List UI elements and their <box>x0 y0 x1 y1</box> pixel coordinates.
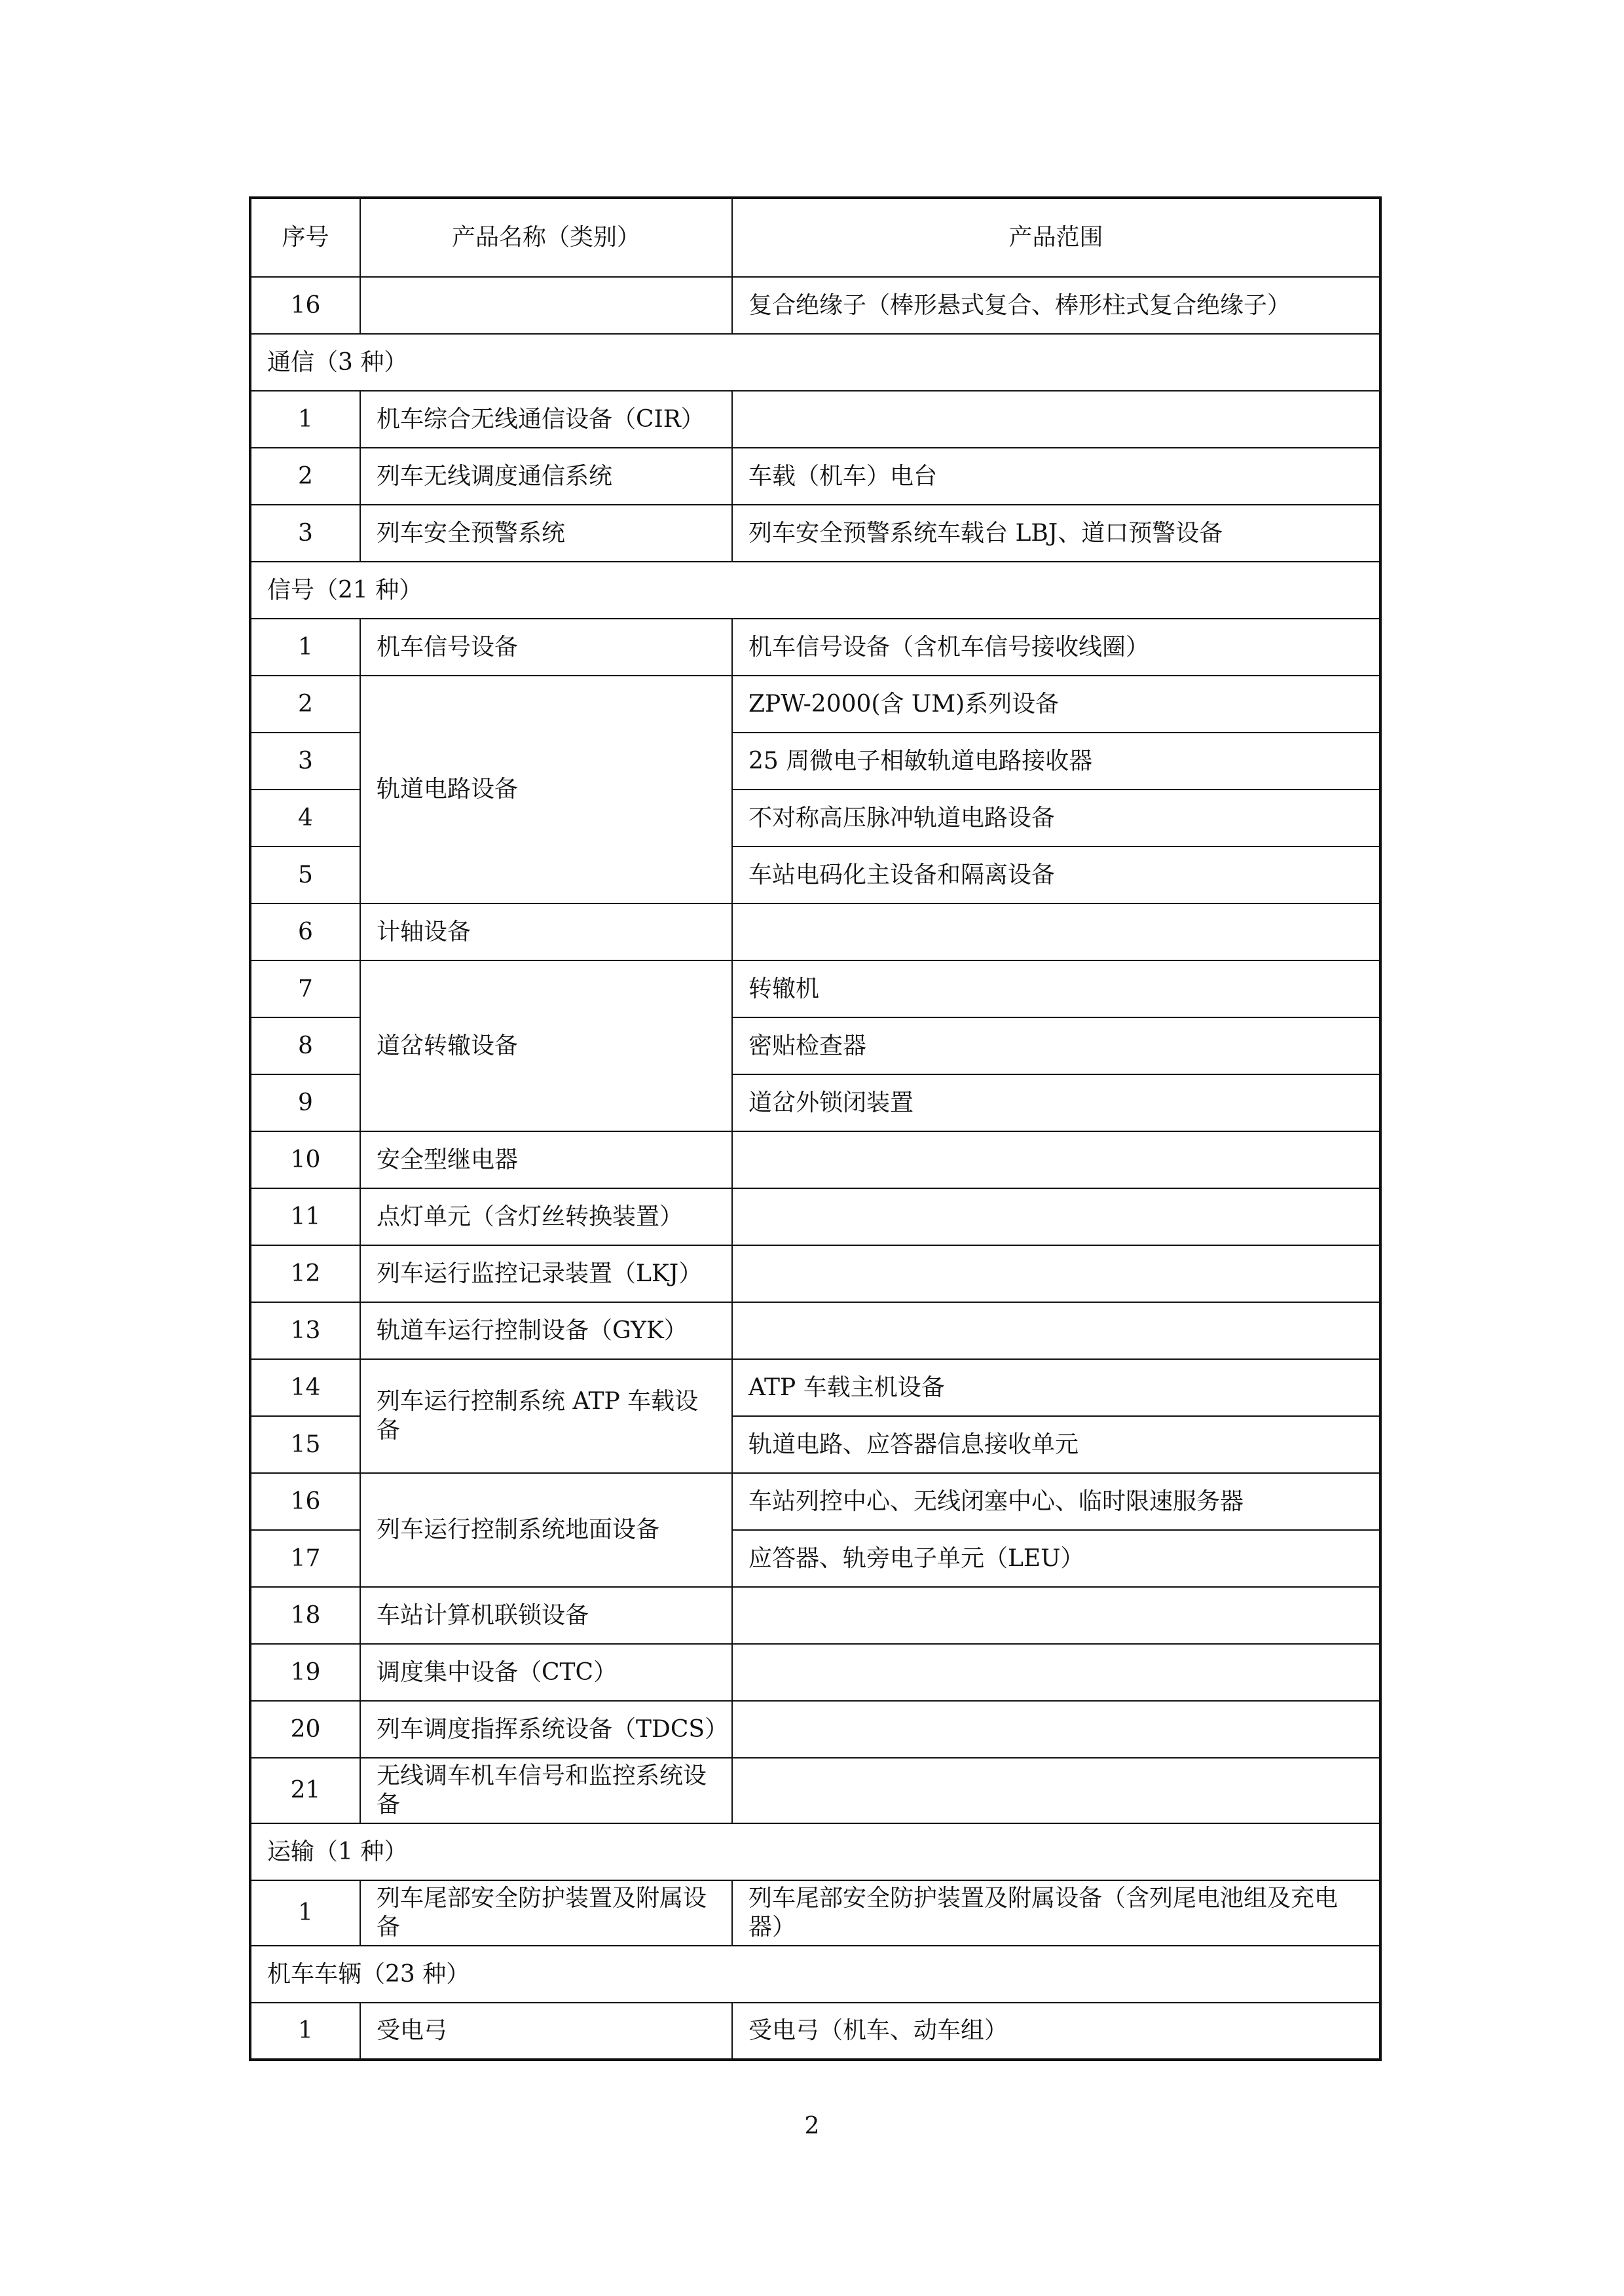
row-product-name: 安全型继电器 <box>360 1131 732 1188</box>
table-row <box>250 505 1380 562</box>
row-number: 16 <box>250 277 360 334</box>
table-row <box>250 1245 1380 1302</box>
table-row <box>250 1880 1380 1946</box>
table-row <box>250 277 1380 334</box>
row-product-scope: 不对称高压脉冲轨道电路设备 <box>732 790 1380 847</box>
row-number: 1 <box>250 2003 360 2060</box>
row-product-scope: 车站电码化主设备和隔离设备 <box>732 847 1380 903</box>
row-product-name: 列车安全预警系统 <box>360 505 732 562</box>
row-product-scope: 轨道电路、应答器信息接收单元 <box>732 1416 1380 1473</box>
row-number: 2 <box>250 448 360 505</box>
row-product-scope <box>732 1587 1380 1644</box>
row-number: 12 <box>250 1245 360 1302</box>
row-number: 18 <box>250 1587 360 1644</box>
row-number: 4 <box>250 790 360 847</box>
row-product-scope <box>732 1302 1380 1359</box>
row-number: 5 <box>250 847 360 903</box>
row-product-scope: 车载（机车）电台 <box>732 448 1380 505</box>
row-number: 1 <box>250 619 360 676</box>
header-serial-number: 序号 <box>250 198 360 277</box>
row-product-scope: 车站列控中心、无线闭塞中心、临时限速服务器 <box>732 1473 1380 1530</box>
row-product-name: 无线调车机车信号和监控系统设备 <box>360 1758 732 1823</box>
row-number: 16 <box>250 1473 360 1530</box>
row-product-name: 计轴设备 <box>360 903 732 960</box>
table-row <box>250 391 1380 448</box>
row-number: 7 <box>250 960 360 1017</box>
table-row <box>250 448 1380 505</box>
page-number: 2 <box>804 2113 820 2140</box>
table-row <box>250 619 1380 676</box>
row-product-name: 轨道电路设备 <box>360 676 732 903</box>
table-row <box>250 1644 1380 1701</box>
row-number: 8 <box>250 1017 360 1074</box>
row-product-name: 列车运行控制系统 ATP 车载设备 <box>360 1359 732 1473</box>
row-product-name: 受电弓 <box>360 2003 732 2060</box>
table-row <box>250 903 1380 960</box>
row-number: 13 <box>250 1302 360 1359</box>
row-number: 9 <box>250 1074 360 1131</box>
section-header-rolling-stock <box>250 1946 1380 2003</box>
table-row <box>250 1758 1380 1823</box>
header-product-name: 产品名称（类别） <box>360 198 732 277</box>
table-row <box>250 1473 1380 1530</box>
table-row <box>250 1359 1380 1416</box>
row-product-scope <box>732 1131 1380 1188</box>
row-product-scope: ZPW-2000(含 UM)系列设备 <box>732 676 1380 733</box>
row-product-scope: 受电弓（机车、动车组） <box>732 2003 1380 2060</box>
row-product-scope <box>732 1188 1380 1245</box>
row-number: 1 <box>250 1880 360 1946</box>
header-product-scope: 产品范围 <box>732 198 1380 277</box>
row-product-name: 列车无线调度通信系统 <box>360 448 732 505</box>
row-number: 3 <box>250 733 360 790</box>
row-product-name: 道岔转辙设备 <box>360 960 732 1131</box>
row-product-name: 列车运行监控记录装置（LKJ） <box>360 1245 732 1302</box>
row-product-name: 列车调度指挥系统设备（TDCS） <box>360 1701 732 1758</box>
section-header-transport <box>250 1823 1380 1880</box>
row-number: 10 <box>250 1131 360 1188</box>
row-number: 21 <box>250 1758 360 1823</box>
row-product-scope: ATP 车载主机设备 <box>732 1359 1380 1416</box>
table-row <box>250 1587 1380 1644</box>
row-product-scope <box>732 391 1380 448</box>
table-row <box>250 1188 1380 1245</box>
table-row <box>250 960 1380 1017</box>
row-number: 1 <box>250 391 360 448</box>
row-number: 2 <box>250 676 360 733</box>
row-product-scope: 应答器、轨旁电子单元（LEU） <box>732 1530 1380 1587</box>
row-product-scope: 列车尾部安全防护装置及附属设备（含列尾电池组及充电器） <box>732 1880 1380 1946</box>
row-product-scope <box>732 903 1380 960</box>
row-number: 11 <box>250 1188 360 1245</box>
row-product-scope: 密贴检查器 <box>732 1017 1380 1074</box>
row-product-scope: 转辙机 <box>732 960 1380 1017</box>
row-product-name: 轨道车运行控制设备（GYK） <box>360 1302 732 1359</box>
row-number: 15 <box>250 1416 360 1473</box>
table-row <box>250 1701 1380 1758</box>
row-product-name: 点灯单元（含灯丝转换装置） <box>360 1188 732 1245</box>
table-row <box>250 1302 1380 1359</box>
row-product-scope <box>732 1644 1380 1701</box>
section-title: 信号（21 种） <box>250 562 1380 619</box>
row-product-scope: 列车安全预警系统车载台 LBJ、道口预警设备 <box>732 505 1380 562</box>
table-row <box>250 2003 1380 2060</box>
section-title: 运输（1 种） <box>250 1823 1380 1880</box>
row-number: 20 <box>250 1701 360 1758</box>
row-number: 14 <box>250 1359 360 1416</box>
section-header-communication <box>250 334 1380 391</box>
table-row <box>250 676 1380 733</box>
row-number: 6 <box>250 903 360 960</box>
row-number: 17 <box>250 1530 360 1587</box>
row-product-scope <box>732 1245 1380 1302</box>
row-product-scope: 复合绝缘子（棒形悬式复合、棒形柱式复合绝缘子） <box>732 277 1380 334</box>
row-product-scope: 25 周微电子相敏轨道电路接收器 <box>732 733 1380 790</box>
row-product-name: 车站计算机联锁设备 <box>360 1587 732 1644</box>
row-product-name: 列车尾部安全防护装置及附属设备 <box>360 1880 732 1946</box>
section-header-signal <box>250 562 1380 619</box>
row-product-scope: 道岔外锁闭装置 <box>732 1074 1380 1131</box>
table-row <box>250 1131 1380 1188</box>
row-product-scope: 机车信号设备（含机车信号接收线圈） <box>732 619 1380 676</box>
table-header-row <box>250 198 1380 277</box>
row-product-name: 机车综合无线通信设备（CIR） <box>360 391 732 448</box>
row-number: 19 <box>250 1644 360 1701</box>
row-product-name: 机车信号设备 <box>360 619 732 676</box>
row-number: 3 <box>250 505 360 562</box>
section-title: 通信（3 种） <box>250 334 1380 391</box>
product-catalog-table <box>249 196 1382 2061</box>
row-product-name: 调度集中设备（CTC） <box>360 1644 732 1701</box>
row-product-name <box>360 277 732 334</box>
row-product-scope <box>732 1701 1380 1758</box>
section-title: 机车车辆（23 种） <box>250 1946 1380 2003</box>
row-product-scope <box>732 1758 1380 1823</box>
row-product-name: 列车运行控制系统地面设备 <box>360 1473 732 1587</box>
